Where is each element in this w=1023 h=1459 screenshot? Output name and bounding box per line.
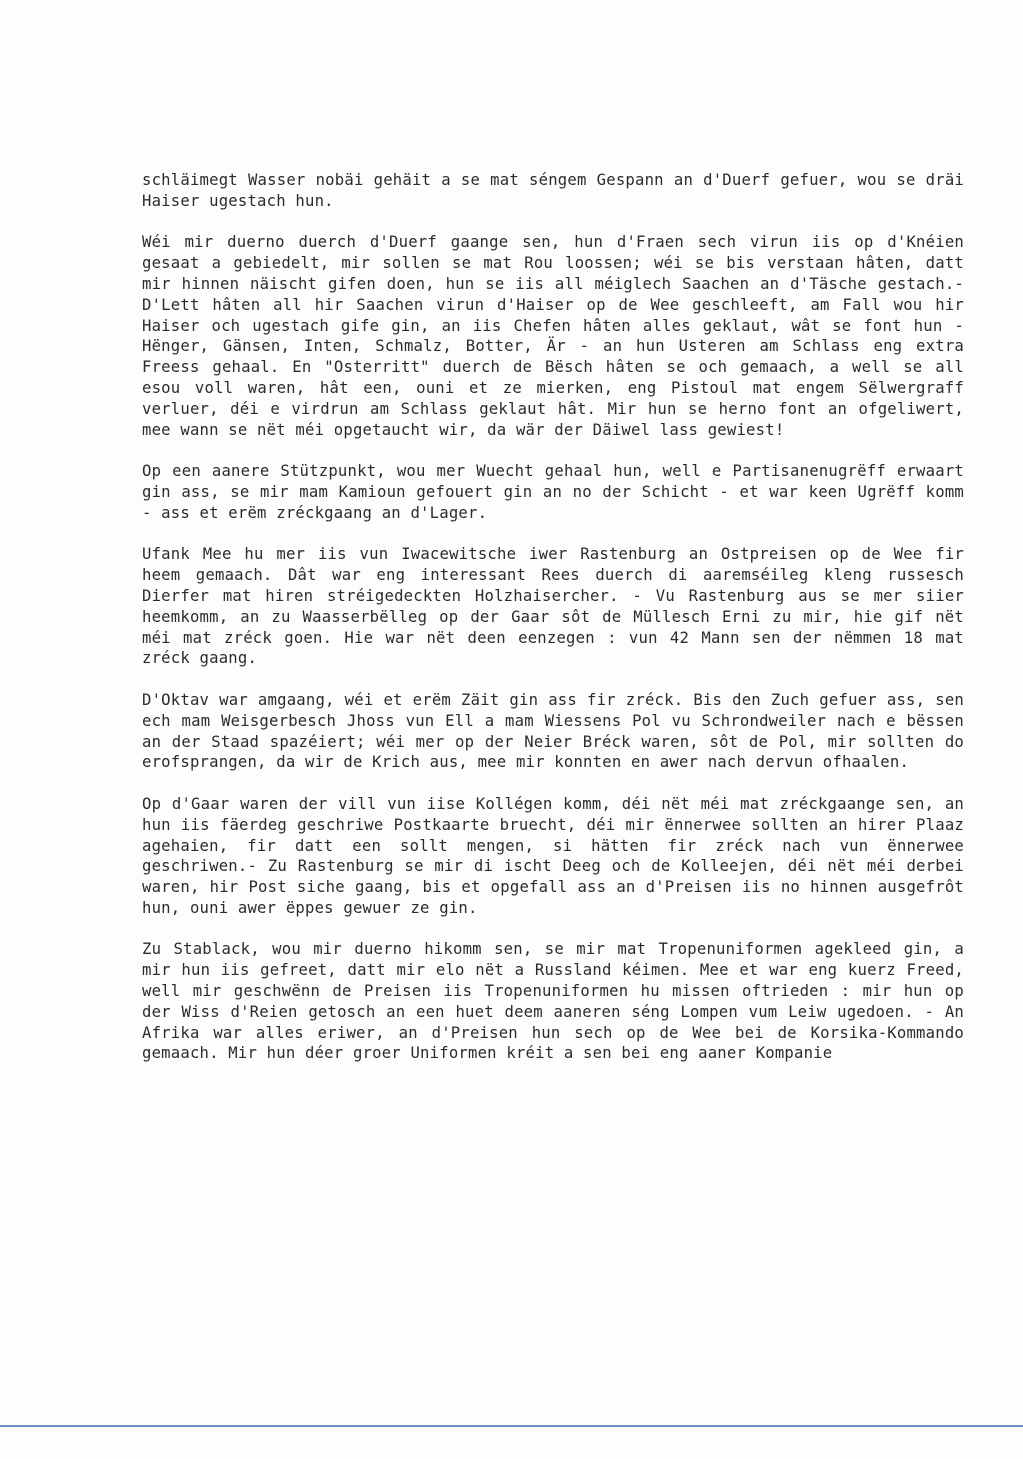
paragraph: Op een aanere Stützpunkt, wou mer Wuecht gehaal hun, well e Partisanenugrëff erwaart gin ass, se mir mam Kamioun gefouert gin an no der Schicht - et war keen Ugrëff komm - ass et erëm zréckgaang an d'Lager.	[142, 462, 974, 522]
paragraph: Ufank Mee hu mer iis vun Iwacewitsche iwer Rastenburg an Ostpreisen op de Wee fir heem gemaach. Dât war eng interessant Rees duerch di aaremséileg kleng russesch Dierfer mat hiren stréigedeckten Holzhaisercher. - Vu Rastenburg aus se mer siier heemkomm, an zu Waasserbëlleg op der Gaar sôt de Müllesch Erni zu mir, hie gif nët méi mat zréck goen. Hie war nët deen eenzegen : vun 42 Mann sen der nëmmen 18 mat zréck gaang.	[142, 545, 974, 668]
paragraph: Op d'Gaar waren der vill vun iise Kollégen komm, déi nët méi mat zréckgaange sen, an hun iis fäerdeg geschriwe Postkaarte bruecht, déi mir ënnerwee sollten an hirer Plaaz agehaien, fir datt een sollt mengen, si hätten fir zréck nach vun ënnerwee geschriwen.- Zu Rastenburg se mir di ischt Deeg och de Kolleejen, déi nët méi derbei waren, hir Post siche gaang, bis et opgefall ass an d'Preisen iis no hinnen ausgefrôt hun, ouni awer ëppes gewuer ze gin.	[142, 794, 974, 917]
footer-rule	[0, 1425, 1023, 1427]
paragraph: D'Oktav war amgaang, wéi et erëm Zäit gin ass fir zréck. Bis den Zuch gefuer ass, sen ech mam Weisgerbesch Jhoss vun Ell a mam Wiessens Pol vu Schrondweiler nach e bëssen an der Staad spazéiert; wéi mer op der Neier Bréck waren, sôt de Pol, mir sollten do erofsprangen, da wir de Krich aus, mee mir konnten en awer nach dervun ofhaalen.	[142, 690, 974, 772]
paragraph: Zu Stablack, wou mir duerno hikomm sen, se mir mat Tropenuniformen agekleed gin, a mir hun iis gefreet, datt mir elo nët a Russland kéimen. Mee et war eng kuerz Freed, well mir geschwënn de Preisen iis Tropenuniformen hu missen oftrieden : mir hun op der Wiss d'Reien getosch an een huet deem aaneren séng Lompen vum Leiw ugedoen. - An Afrika war alles eriwer, an d'Preisen hun sech op de Wee bei de Korsika-Kommando gemaach. Mir hun déer groer Uniformen kréit a sen bei eng aaner Kompanie	[142, 940, 974, 1063]
body-text	[142, 170, 974, 1064]
paragraph: Wéi mir duerno duerch d'Duerf gaange sen, hun d'Fraen sech virun iis op d'Knéien gesaat a gebiedelt, mir sollen se mat Rou loossen; wéi se bis verstaan hâten, datt mir hinnen näischt gifen doen, hun se iis all méiglech Saachen an d'Täsche gestach.- D'Lett hâten all hir Saachen virun d'Haiser op de Wee geschleeft, am Fall wou hir Haiser och ugestach gife gin, an iis Chefen hâten alles geklaut, wât se font hun - Hënger, Gänsen, Inten, Schmalz, Botter, Är - an hun Usteren am Schlass eng extra Freess gehaal. En "Osterritt" duerch de Bësch hâten se och gemaach, a well se all esou voll waren, hât een, ouni et ze mierken, eng Pistoul mat engem Sëlwergraff verluer, déi e virdrun am Schlass geklaut hât. Mir hun se herno font an ofgeliwert, mee wann se nët méi opgetaucht wir, da wär der Däiwel lass gewiest!	[142, 233, 974, 439]
paragraph: schläimegt Wasser nobäi gehäit a se mat séngem Gespann an d'Duerf gefuer, wou se dräi Haiser ugestach hun.	[142, 171, 974, 210]
